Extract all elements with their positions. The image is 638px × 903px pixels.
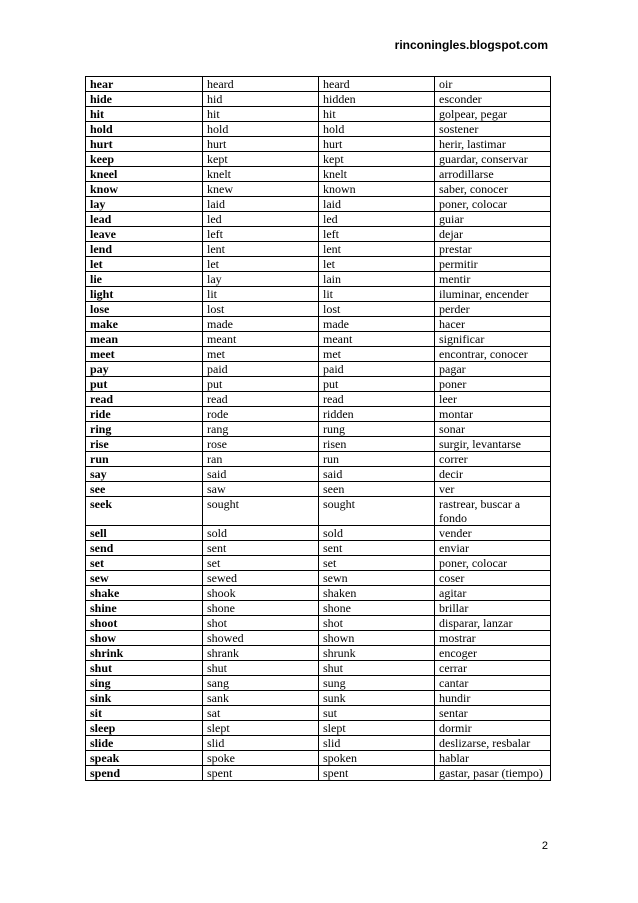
past-simple-cell: shut bbox=[203, 661, 319, 676]
base-form-cell: shrink bbox=[86, 646, 203, 661]
table-row bbox=[86, 137, 551, 152]
past-participle-cell: knelt bbox=[319, 167, 435, 182]
base-form-cell: rise bbox=[86, 437, 203, 452]
past-simple-cell: ran bbox=[203, 452, 319, 467]
base-form-cell: sell bbox=[86, 526, 203, 541]
table-row bbox=[86, 407, 551, 422]
irregular-verbs-table bbox=[85, 76, 551, 781]
table-row bbox=[86, 646, 551, 661]
meaning-cell: significar bbox=[435, 332, 551, 347]
past-simple-cell: rode bbox=[203, 407, 319, 422]
past-participle-cell: read bbox=[319, 392, 435, 407]
meaning-cell: enviar bbox=[435, 541, 551, 556]
base-form-cell: lend bbox=[86, 242, 203, 257]
table-row bbox=[86, 92, 551, 107]
meaning-cell: gastar, pasar (tiempo) bbox=[435, 766, 551, 781]
past-simple-cell: saw bbox=[203, 482, 319, 497]
meaning-cell: mostrar bbox=[435, 631, 551, 646]
past-participle-cell: left bbox=[319, 227, 435, 242]
meaning-cell: agitar bbox=[435, 586, 551, 601]
past-simple-cell: lay bbox=[203, 272, 319, 287]
table-row bbox=[86, 107, 551, 122]
meaning-cell: hundir bbox=[435, 691, 551, 706]
meaning-cell: permitir bbox=[435, 257, 551, 272]
past-participle-cell: sung bbox=[319, 676, 435, 691]
table-row bbox=[86, 257, 551, 272]
past-simple-cell: met bbox=[203, 347, 319, 362]
past-participle-cell: hurt bbox=[319, 137, 435, 152]
past-simple-cell: meant bbox=[203, 332, 319, 347]
past-simple-cell: kept bbox=[203, 152, 319, 167]
past-participle-cell: rung bbox=[319, 422, 435, 437]
table-row bbox=[86, 347, 551, 362]
past-participle-cell: said bbox=[319, 467, 435, 482]
base-form-cell: set bbox=[86, 556, 203, 571]
past-participle-cell: led bbox=[319, 212, 435, 227]
table-row bbox=[86, 287, 551, 302]
table-row bbox=[86, 526, 551, 541]
past-participle-cell: sut bbox=[319, 706, 435, 721]
meaning-cell: sostener bbox=[435, 122, 551, 137]
meaning-cell: correr bbox=[435, 452, 551, 467]
past-simple-cell: sat bbox=[203, 706, 319, 721]
base-form-cell: meet bbox=[86, 347, 203, 362]
base-form-cell: sing bbox=[86, 676, 203, 691]
site-url: rinconingles.blogspot.com bbox=[394, 38, 548, 52]
past-participle-cell: sold bbox=[319, 526, 435, 541]
table-row bbox=[86, 227, 551, 242]
past-simple-cell: knelt bbox=[203, 167, 319, 182]
base-form-cell: hear bbox=[86, 77, 203, 92]
past-participle-cell: lent bbox=[319, 242, 435, 257]
base-form-cell: shut bbox=[86, 661, 203, 676]
table-row bbox=[86, 601, 551, 616]
past-simple-cell: spoke bbox=[203, 751, 319, 766]
base-form-cell: run bbox=[86, 452, 203, 467]
past-participle-cell: heard bbox=[319, 77, 435, 92]
meaning-cell: herir, lastimar bbox=[435, 137, 551, 152]
past-participle-cell: set bbox=[319, 556, 435, 571]
past-simple-cell: let bbox=[203, 257, 319, 272]
past-simple-cell: led bbox=[203, 212, 319, 227]
past-participle-cell: slept bbox=[319, 721, 435, 736]
meaning-cell: pagar bbox=[435, 362, 551, 377]
past-participle-cell: hold bbox=[319, 122, 435, 137]
table-row bbox=[86, 631, 551, 646]
table-row bbox=[86, 242, 551, 257]
table-row bbox=[86, 152, 551, 167]
past-simple-cell: said bbox=[203, 467, 319, 482]
meaning-cell: hacer bbox=[435, 317, 551, 332]
table-row bbox=[86, 467, 551, 482]
base-form-cell: let bbox=[86, 257, 203, 272]
past-simple-cell: paid bbox=[203, 362, 319, 377]
meaning-cell: perder bbox=[435, 302, 551, 317]
past-simple-cell: knew bbox=[203, 182, 319, 197]
meaning-cell: iluminar, encender bbox=[435, 287, 551, 302]
meaning-cell: guardar, conservar bbox=[435, 152, 551, 167]
table-row bbox=[86, 736, 551, 751]
past-simple-cell: slept bbox=[203, 721, 319, 736]
meaning-cell: cantar bbox=[435, 676, 551, 691]
past-simple-cell: sank bbox=[203, 691, 319, 706]
table-row bbox=[86, 422, 551, 437]
past-participle-cell: laid bbox=[319, 197, 435, 212]
past-participle-cell: sewn bbox=[319, 571, 435, 586]
past-simple-cell: slid bbox=[203, 736, 319, 751]
past-simple-cell: sent bbox=[203, 541, 319, 556]
base-form-cell: lose bbox=[86, 302, 203, 317]
verb-table-body bbox=[86, 77, 551, 781]
meaning-cell: mentir bbox=[435, 272, 551, 287]
meaning-cell: surgir, levantarse bbox=[435, 437, 551, 452]
past-participle-cell: ridden bbox=[319, 407, 435, 422]
table-row bbox=[86, 377, 551, 392]
table-row bbox=[86, 167, 551, 182]
past-simple-cell: hit bbox=[203, 107, 319, 122]
table-row bbox=[86, 691, 551, 706]
meaning-cell: disparar, lanzar bbox=[435, 616, 551, 631]
past-participle-cell: shone bbox=[319, 601, 435, 616]
base-form-cell: sleep bbox=[86, 721, 203, 736]
base-form-cell: ride bbox=[86, 407, 203, 422]
base-form-cell: lead bbox=[86, 212, 203, 227]
table-row bbox=[86, 302, 551, 317]
past-simple-cell: hold bbox=[203, 122, 319, 137]
table-row bbox=[86, 497, 551, 526]
past-participle-cell: let bbox=[319, 257, 435, 272]
past-participle-cell: spoken bbox=[319, 751, 435, 766]
table-row bbox=[86, 706, 551, 721]
past-participle-cell: shown bbox=[319, 631, 435, 646]
base-form-cell: speak bbox=[86, 751, 203, 766]
base-form-cell: pay bbox=[86, 362, 203, 377]
past-participle-cell: shaken bbox=[319, 586, 435, 601]
table-row bbox=[86, 452, 551, 467]
meaning-cell: guiar bbox=[435, 212, 551, 227]
past-simple-cell: set bbox=[203, 556, 319, 571]
meaning-cell: poner, colocar bbox=[435, 556, 551, 571]
past-participle-cell: shrunk bbox=[319, 646, 435, 661]
base-form-cell: shoot bbox=[86, 616, 203, 631]
past-simple-cell: heard bbox=[203, 77, 319, 92]
base-form-cell: lie bbox=[86, 272, 203, 287]
past-participle-cell: seen bbox=[319, 482, 435, 497]
past-participle-cell: shut bbox=[319, 661, 435, 676]
base-form-cell: seek bbox=[86, 497, 203, 526]
base-form-cell: ring bbox=[86, 422, 203, 437]
past-simple-cell: showed bbox=[203, 631, 319, 646]
base-form-cell: hit bbox=[86, 107, 203, 122]
past-simple-cell: rose bbox=[203, 437, 319, 452]
meaning-cell: dejar bbox=[435, 227, 551, 242]
table-row bbox=[86, 122, 551, 137]
table-row bbox=[86, 77, 551, 92]
past-simple-cell: sold bbox=[203, 526, 319, 541]
meaning-cell: coser bbox=[435, 571, 551, 586]
meaning-cell: saber, conocer bbox=[435, 182, 551, 197]
meaning-cell: hablar bbox=[435, 751, 551, 766]
past-simple-cell: rang bbox=[203, 422, 319, 437]
past-simple-cell: sang bbox=[203, 676, 319, 691]
base-form-cell: know bbox=[86, 182, 203, 197]
meaning-cell: sentar bbox=[435, 706, 551, 721]
meaning-cell: oir bbox=[435, 77, 551, 92]
meaning-cell: leer bbox=[435, 392, 551, 407]
past-simple-cell: made bbox=[203, 317, 319, 332]
base-form-cell: read bbox=[86, 392, 203, 407]
meaning-cell: rastrear, buscar a fondo bbox=[435, 497, 551, 526]
base-form-cell: say bbox=[86, 467, 203, 482]
table-row bbox=[86, 676, 551, 691]
table-row bbox=[86, 571, 551, 586]
base-form-cell: slide bbox=[86, 736, 203, 751]
past-participle-cell: sunk bbox=[319, 691, 435, 706]
past-simple-cell: hid bbox=[203, 92, 319, 107]
past-participle-cell: made bbox=[319, 317, 435, 332]
base-form-cell: shake bbox=[86, 586, 203, 601]
past-participle-cell: hit bbox=[319, 107, 435, 122]
past-participle-cell: run bbox=[319, 452, 435, 467]
meaning-cell: montar bbox=[435, 407, 551, 422]
past-simple-cell: lost bbox=[203, 302, 319, 317]
base-form-cell: hold bbox=[86, 122, 203, 137]
meaning-cell: prestar bbox=[435, 242, 551, 257]
base-form-cell: put bbox=[86, 377, 203, 392]
meaning-cell: esconder bbox=[435, 92, 551, 107]
past-participle-cell: put bbox=[319, 377, 435, 392]
past-simple-cell: laid bbox=[203, 197, 319, 212]
past-participle-cell: shot bbox=[319, 616, 435, 631]
meaning-cell: encoger bbox=[435, 646, 551, 661]
base-form-cell: spend bbox=[86, 766, 203, 781]
table-row bbox=[86, 182, 551, 197]
past-participle-cell: known bbox=[319, 182, 435, 197]
meaning-cell: encontrar, conocer bbox=[435, 347, 551, 362]
past-simple-cell: read bbox=[203, 392, 319, 407]
base-form-cell: hide bbox=[86, 92, 203, 107]
past-participle-cell: paid bbox=[319, 362, 435, 377]
table-row bbox=[86, 541, 551, 556]
base-form-cell: lay bbox=[86, 197, 203, 212]
base-form-cell: hurt bbox=[86, 137, 203, 152]
base-form-cell: mean bbox=[86, 332, 203, 347]
base-form-cell: sew bbox=[86, 571, 203, 586]
past-participle-cell: risen bbox=[319, 437, 435, 452]
table-row bbox=[86, 586, 551, 601]
past-simple-cell: spent bbox=[203, 766, 319, 781]
base-form-cell: shine bbox=[86, 601, 203, 616]
meaning-cell: poner bbox=[435, 377, 551, 392]
past-simple-cell: hurt bbox=[203, 137, 319, 152]
past-simple-cell: lent bbox=[203, 242, 319, 257]
meaning-cell: arrodillarse bbox=[435, 167, 551, 182]
meaning-cell: brillar bbox=[435, 601, 551, 616]
past-simple-cell: shot bbox=[203, 616, 319, 631]
table-row bbox=[86, 482, 551, 497]
table-row bbox=[86, 317, 551, 332]
meaning-cell: dormir bbox=[435, 721, 551, 736]
table-row bbox=[86, 272, 551, 287]
past-participle-cell: spent bbox=[319, 766, 435, 781]
meaning-cell: poner, colocar bbox=[435, 197, 551, 212]
past-simple-cell: shook bbox=[203, 586, 319, 601]
past-simple-cell: shone bbox=[203, 601, 319, 616]
table-row bbox=[86, 751, 551, 766]
page-number: 2 bbox=[541, 840, 548, 852]
past-participle-cell: lit bbox=[319, 287, 435, 302]
base-form-cell: sit bbox=[86, 706, 203, 721]
past-participle-cell: sent bbox=[319, 541, 435, 556]
base-form-cell: kneel bbox=[86, 167, 203, 182]
table-row bbox=[86, 332, 551, 347]
past-participle-cell: lain bbox=[319, 272, 435, 287]
base-form-cell: send bbox=[86, 541, 203, 556]
past-participle-cell: sought bbox=[319, 497, 435, 526]
base-form-cell: keep bbox=[86, 152, 203, 167]
table-row bbox=[86, 392, 551, 407]
meaning-cell: golpear, pegar bbox=[435, 107, 551, 122]
past-simple-cell: sought bbox=[203, 497, 319, 526]
past-participle-cell: kept bbox=[319, 152, 435, 167]
meaning-cell: sonar bbox=[435, 422, 551, 437]
past-simple-cell: put bbox=[203, 377, 319, 392]
table-row bbox=[86, 437, 551, 452]
table-row bbox=[86, 721, 551, 736]
table-row bbox=[86, 556, 551, 571]
past-participle-cell: met bbox=[319, 347, 435, 362]
table-row bbox=[86, 616, 551, 631]
meaning-cell: deslizarse, resbalar bbox=[435, 736, 551, 751]
meaning-cell: vender bbox=[435, 526, 551, 541]
table-row bbox=[86, 661, 551, 676]
base-form-cell: make bbox=[86, 317, 203, 332]
base-form-cell: leave bbox=[86, 227, 203, 242]
base-form-cell: see bbox=[86, 482, 203, 497]
past-simple-cell: shrank bbox=[203, 646, 319, 661]
past-simple-cell: sewed bbox=[203, 571, 319, 586]
past-participle-cell: lost bbox=[319, 302, 435, 317]
meaning-cell: ver bbox=[435, 482, 551, 497]
past-simple-cell: left bbox=[203, 227, 319, 242]
table-row bbox=[86, 197, 551, 212]
past-participle-cell: slid bbox=[319, 736, 435, 751]
meaning-cell: cerrar bbox=[435, 661, 551, 676]
base-form-cell: show bbox=[86, 631, 203, 646]
base-form-cell: sink bbox=[86, 691, 203, 706]
past-participle-cell: hidden bbox=[319, 92, 435, 107]
meaning-cell: decir bbox=[435, 467, 551, 482]
past-simple-cell: lit bbox=[203, 287, 319, 302]
table-row bbox=[86, 212, 551, 227]
past-participle-cell: meant bbox=[319, 332, 435, 347]
table-row bbox=[86, 766, 551, 781]
base-form-cell: light bbox=[86, 287, 203, 302]
table-row bbox=[86, 362, 551, 377]
